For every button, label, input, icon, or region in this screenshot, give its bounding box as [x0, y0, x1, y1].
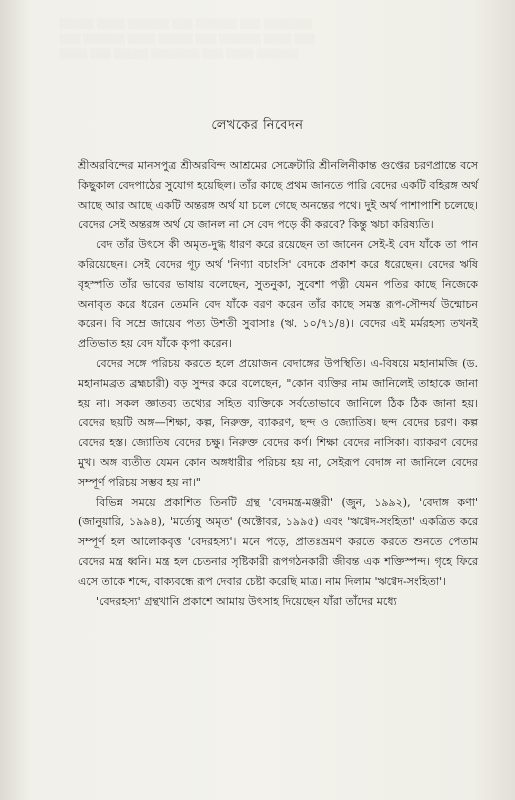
paragraph: বেদের সঙ্গে পরিচয় করতে হলে প্রয়োজন বেদাঙ্গের উপস্থিতি। এ-বিষয়ে মহানামজি (ড. মহানামব্রত ব্রহ্মচারী) বড় সুন্দর করে বলেছেন, "কোন ব্যক্তির নাম জানিলেই তাহাকে জানা হয় না। সকল জ্ঞাতব্য তথ্যের সহিত ব্যক্তিকে সর্বতোভাবে জানিলে ঠিক ঠিক জানা হয়। বেদের ছয়টি অঙ্গ—শিক্ষা, কল্প, নিরুক্ত, ব্যাকরণ, ছন্দ ও জ্যোতিষ। ছন্দ বেদের চরণ। কল্প বেদের হস্ত। জ্যোতিষ বেদের চক্ষু। নিরুক্ত বেদের কর্ণ। শিক্ষা বেদের নাসিকা। ব্যাকরণ বেদের মুখ। অঙ্গ ব্যতীত যেমন কোন অঙ্গধারীর পরিচয় হয় না, সেইরূপ বেদাঙ্গ না জানিলে বেদের সম্পূর্ণ পরিচয় সম্ভব হয় না।"	[78, 356, 478, 489]
body-text	[78, 156, 478, 611]
paragraph: শ্রীঅরবিন্দের মানসপুত্র শ্রীঅরবিন্দ আশ্রমের সেক্রেটারি শ্রীনলিনীকান্ত গুপ্তের চরণপ্রান্তে বসে কিছুকাল বেদপাঠের সুযোগ হয়েছিল। তাঁর কাছে প্রথম জানতে পারি বেদের একটি বহিরঙ্গ অর্থ আছে আর আছে একটি অন্তরঙ্গ অর্থ যা চলে গেছে অনন্তের পথে। দুই অর্থ পাশাপাশি চলেছে। বেদের সেই অন্তরঙ্গ অর্থ যে জানল না সে বেদ পড়ে কী করবে? কিন্তু ঋচা করিষ্যতি।	[78, 159, 478, 232]
paragraph: বিভিন্ন সময়ে প্রকাশিত তিনটি গ্রন্থ 'বেদমন্ত্র-মঞ্জরী' (জুন, ১৯৯২), 'বেদাঙ্গ কণা' (জানুয়ারি, ১৯৯৪), 'মর্ত্যেষু অমৃত' (অক্টোবর, ১৯৯৫) এবং 'ঋগ্বেদ-সংহিতা' একত্রিত করে সম্পূর্ণ হল আলোকবৃত্ত 'বেদরহস্য'। মনে পড়ে, প্রাতঃভ্রমণ করতে করতে শুনতে পেতাম বেদের মন্ত্র ধ্বনি। মন্ত্র হল চেতনার সৃষ্টিকারী রূপগঠনকারী জীবন্ত এক শক্তিস্পন্দ। গৃহে ফিরে এসে তাকে শব্দে, বাক্যবন্ধে রূপ দেবার চেষ্টা করেছি মাত্র। নাম দিলাম 'ঋগ্বেদ-সংহিতা'।	[78, 495, 478, 588]
show-through-text: ░░░░░ ░░░░ ░░░░░░ ░░░ ░░░░░░ ░░░ ░░░░░░░ ░░░ ░░░░░░ ░░░░ ░░░░░ ░░░ ░░░░░░ ░░░░ ░░░ ░░░░ ░░░ ░░░░░ ░░░░░░░ ░░░ ░░░░ ░░░░░░	[60, 20, 316, 60]
page-title: লেখকের নিবেদন	[211, 118, 304, 133]
paragraph: 'বেদরহস্য' গ্রন্থখানি প্রকাশে আমায় উৎসাহ দিয়েছেন যাঁরা তাঁদের মধ্যে	[96, 594, 397, 608]
paragraph: বেদ তাঁর উৎসে কী অমৃত-দুগ্ধ ধারণ করে রয়েছেন তা জানেন সেই-ই বেদ যাঁকে তা পান করিয়েছেন। সেই বেদের গূঢ় অর্থ 'নিণ্যা বচাংসি' বেদকে প্রকাশ করে ধরেছেন। বেদের ঋষি বৃহস্পতি তাঁর ভাবের ভাষায় বলেছেন, সুতনুকা, সুবেশা পত্নী যেমন পতির কাছে নিজেকে অনাবৃত করে ধরেন তেমনি বেদ যাঁকে বরণ করেন তাঁর কাছে সমস্ত রূপ-সৌন্দর্য উন্মোচন করেন। বি সম্রে জায়েব পত্য উশতী সুবাসাঃ (ঋ. ১০/৭১/৪)। বেদের এই মর্মরহস্য তখনই প্রতিভাত হয় বেদ যাঁকে কৃপা করেন।	[78, 238, 478, 351]
